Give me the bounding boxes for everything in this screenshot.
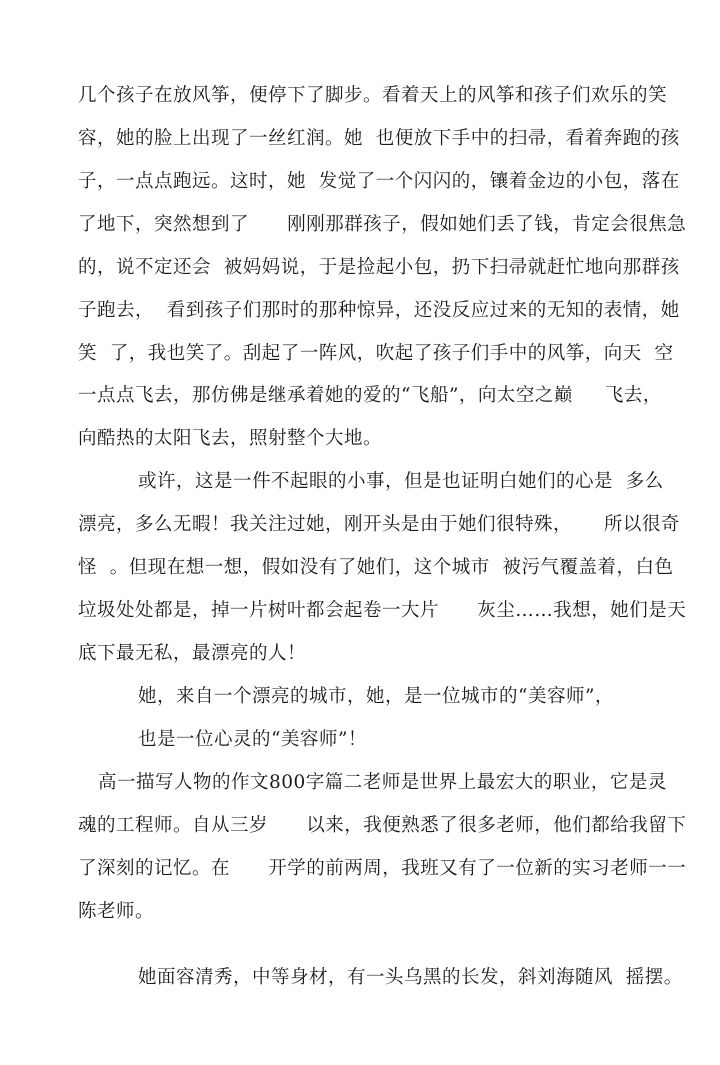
text-line: 她，来自一个漂亮的城市，她，是一位城市的“美容师”， xyxy=(138,686,614,707)
text-line: 子，一点点跑远。这时，她 发觉了一个闪闪的，镶着金边的小包，落在 xyxy=(78,171,680,192)
text-line: 也是一位心灵的“美容师”！ xyxy=(138,729,367,750)
text-line: 她面容清秀，中等身材，有一头乌黑的长发，斜刘海随风 摇摆。 xyxy=(138,967,683,988)
text-line: 魂的工程师。自从三岁 以来，我便熟悉了很多老师，他们都给我留下 xyxy=(78,815,687,836)
text-line: 子跑去， 看到孩子们那时的那种惊异，还没反应过来的无知的表情，她 xyxy=(78,300,680,321)
text-line: 垃圾处处都是，掉一片树叶都会起卷一大片 灰尘……我想，她们是天 xyxy=(78,600,687,621)
text-line: 一点点飞去，那仿佛是继承着她的爱的“飞船”，向太空之巅 飞去， xyxy=(78,385,662,406)
text-line: 高一描写人物的作文800字篇二老师是世界上最宏大的职业，它是灵 xyxy=(98,772,667,793)
text-line: 或许，这是一件不起眼的小事，但是也证明白她们的心是 多么 xyxy=(138,471,664,492)
text-line: 几个孩子在放风筝，便停下了脚步。看着天上的风筝和孩子们欢乐的笑 xyxy=(78,85,668,106)
text-line: 漂亮，多么无暇！我关注过她，刚开头是由于她们很特殊， 所以很奇 xyxy=(78,514,680,535)
text-line: 向酷热的太阳飞去，照射整个大地。 xyxy=(78,428,383,449)
text-line: 陈老师。 xyxy=(78,901,155,922)
text-line: 笑 了，我也笑了。刮起了一阵风，吹起了孩子们手中的风筝，向天 空 xyxy=(78,343,674,364)
text-line: 怪 。但现在想一想，假如没有了她们，这个城市 被污气覆盖着，白色 xyxy=(78,557,674,578)
text-line: 了地下，突然想到了 刚刚那群孩子，假如她们丢了钱，肯定会很焦急 xyxy=(78,214,687,235)
text-line: 了深刻的记忆。在 开学的前两周，我班又有了一位新的实习老师一一 xyxy=(78,858,687,879)
text-line: 底下最无私，最漂亮的人！ xyxy=(78,643,307,664)
text-line: 容，她的脸上出现了一丝红润。她 也便放下手中的扫帚，看着奔跑的孩 xyxy=(78,128,680,149)
text-line: 的，说不定还会 被妈妈说，于是捡起小包，扔下扫帚就赶忙地向那群孩 xyxy=(78,257,680,278)
